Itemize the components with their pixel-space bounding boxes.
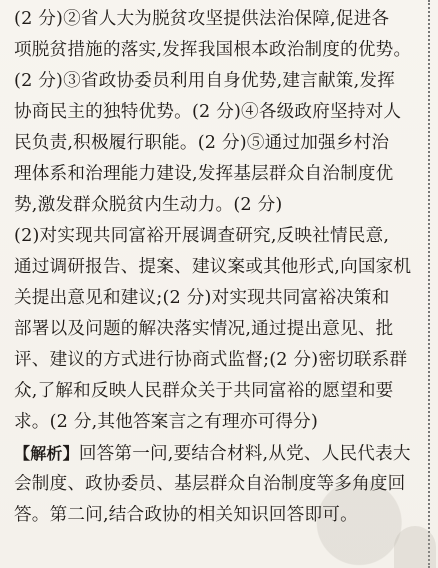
answer-line-1: (2 分)②省人大为脱贫攻坚提供法治保障,促进各 bbox=[14, 9, 390, 29]
answer-text bbox=[14, 4, 418, 531]
answer-line-12: 评、建议的方式进行协商式监督;(2 分)密切联系群 bbox=[14, 350, 408, 370]
watermark bbox=[394, 526, 436, 568]
answer-line-10: 关提出意见和建议;(2 分)对实现共同富裕决策和 bbox=[14, 288, 390, 308]
dotted-margin-line bbox=[428, 0, 430, 568]
answer-line-3: (2 分)③省政协委员利用自身优势,建言献策,发挥 bbox=[14, 71, 395, 91]
answer-line-13: 众,了解和反映人民群众关于共同富裕的愿望和要 bbox=[14, 381, 394, 401]
analysis-line-1 bbox=[14, 438, 418, 469]
answer-line-7: 势,激发群众脱贫内生动力。(2 分) bbox=[14, 195, 283, 215]
answer-line-11: 部署以及问题的解决落实情况,通过提出意见、批 bbox=[14, 319, 394, 339]
analysis-line-3: 答。第二问,结合政协的相关知识回答即可。 bbox=[14, 505, 358, 525]
answer-line-2: 项脱贫措施的落实,发挥我国根本政治制度的优势。 bbox=[14, 40, 412, 60]
answer-line-14: 求。(2 分,其他答案言之有理亦可得分) bbox=[14, 412, 319, 432]
answer-line-9: 通过调研报告、提案、建议案或其他形式,向国家机 bbox=[14, 257, 412, 277]
answer-line-5: 民负责,积极履行职能。(2 分)⑤通过加强乡村治 bbox=[14, 133, 390, 153]
answer-line-8: (2)对实现共同富裕开展调查研究,反映社情民意, bbox=[14, 226, 390, 246]
analysis-first-line: 回答第一问,要结合材料,从党、人民代表大 bbox=[78, 444, 411, 464]
answer-line-4: 协商民主的独特优势。(2 分)④各级政府坚持对人 bbox=[14, 102, 402, 122]
answer-line-6: 理体系和治理能力建设,发挥基层群众自治制度优 bbox=[14, 164, 394, 184]
analysis-tag: 【解析】 bbox=[14, 444, 79, 463]
analysis-line-2: 会制度、政协委员、基层群众自治制度等多角度回 bbox=[14, 474, 406, 494]
